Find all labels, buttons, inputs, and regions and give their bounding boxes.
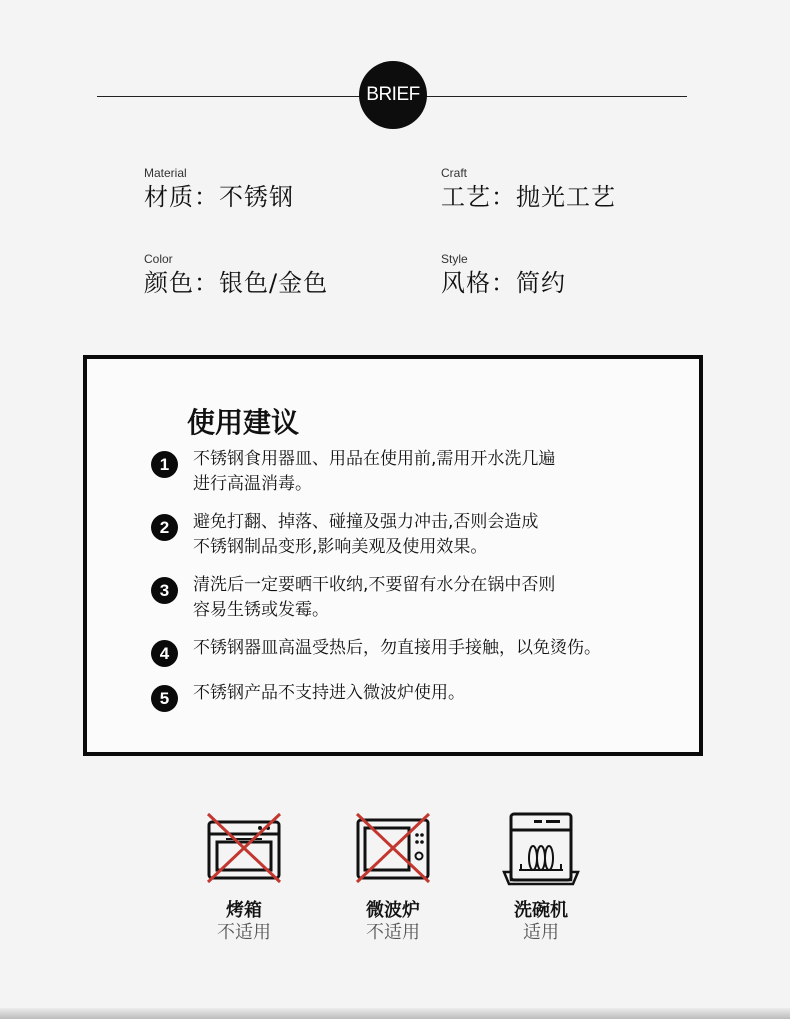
spec-style-value: 风格：简约	[441, 269, 566, 297]
dishwasher-icon	[501, 812, 581, 886]
spec-material-value: 材质：不锈钢	[144, 183, 294, 211]
spec-craft-value: 工艺：抛光工艺	[441, 183, 616, 211]
tip-number-badge: 5	[151, 685, 178, 712]
appliance-name: 烤箱	[226, 900, 262, 921]
usage-tip	[151, 573, 555, 623]
oven-icon	[204, 812, 284, 886]
tip-number-badge: 4	[151, 640, 178, 667]
spec-style	[441, 252, 566, 298]
appliance-name: 微波炉	[366, 900, 420, 921]
spec-color-label-en: Color	[144, 252, 173, 266]
tip-text: 避免打翻、掉落、碰撞及强力冲击,否则会造成 不锈钢制品变形,影响美观及使用效果。	[193, 512, 539, 557]
usage-advice-title: 使用建议	[187, 406, 300, 439]
microwave-icon	[353, 812, 433, 886]
appliance-dishwasher	[481, 812, 601, 944]
spec-craft-label-en: Craft	[441, 166, 468, 180]
bottom-image-strip	[0, 1008, 790, 1019]
spec-material-label-en: Material	[144, 166, 187, 180]
usage-tip	[151, 447, 555, 497]
tip-text: 清洗后一定要晒干收纳,不要留有水分在锅中否则 容易生锈或发霉。	[193, 575, 556, 620]
usage-advice-box	[83, 355, 703, 756]
appliance-oven	[184, 812, 304, 944]
tip-number-badge: 1	[151, 451, 178, 478]
tip-number-badge: 3	[151, 577, 178, 604]
appliance-name: 洗碗机	[514, 900, 568, 921]
usage-tip	[151, 636, 601, 667]
spec-color	[144, 252, 328, 298]
spec-style-label-en: Style	[441, 252, 468, 266]
usage-tip	[151, 510, 538, 560]
spec-material	[144, 166, 294, 212]
spec-craft	[441, 166, 616, 212]
appliance-status: 适用	[523, 922, 559, 943]
tip-number-badge: 2	[151, 514, 178, 541]
appliance-microwave	[333, 812, 453, 944]
tip-text: 不锈钢器皿高温受热后，勿直接用手接触，以免烫伤。	[193, 638, 601, 658]
tip-text: 不锈钢产品不支持进入微波炉使用。	[193, 683, 465, 703]
usage-tip	[151, 681, 465, 712]
appliance-status: 不适用	[366, 922, 420, 943]
appliance-status: 不适用	[217, 922, 271, 943]
spec-color-value: 颜色：银色/金色	[144, 269, 329, 297]
tip-text: 不锈钢食用器皿、用品在使用前,需用开水洗几遍 进行高温消毒。	[193, 449, 556, 494]
brief-badge: BRIEF	[359, 61, 427, 129]
